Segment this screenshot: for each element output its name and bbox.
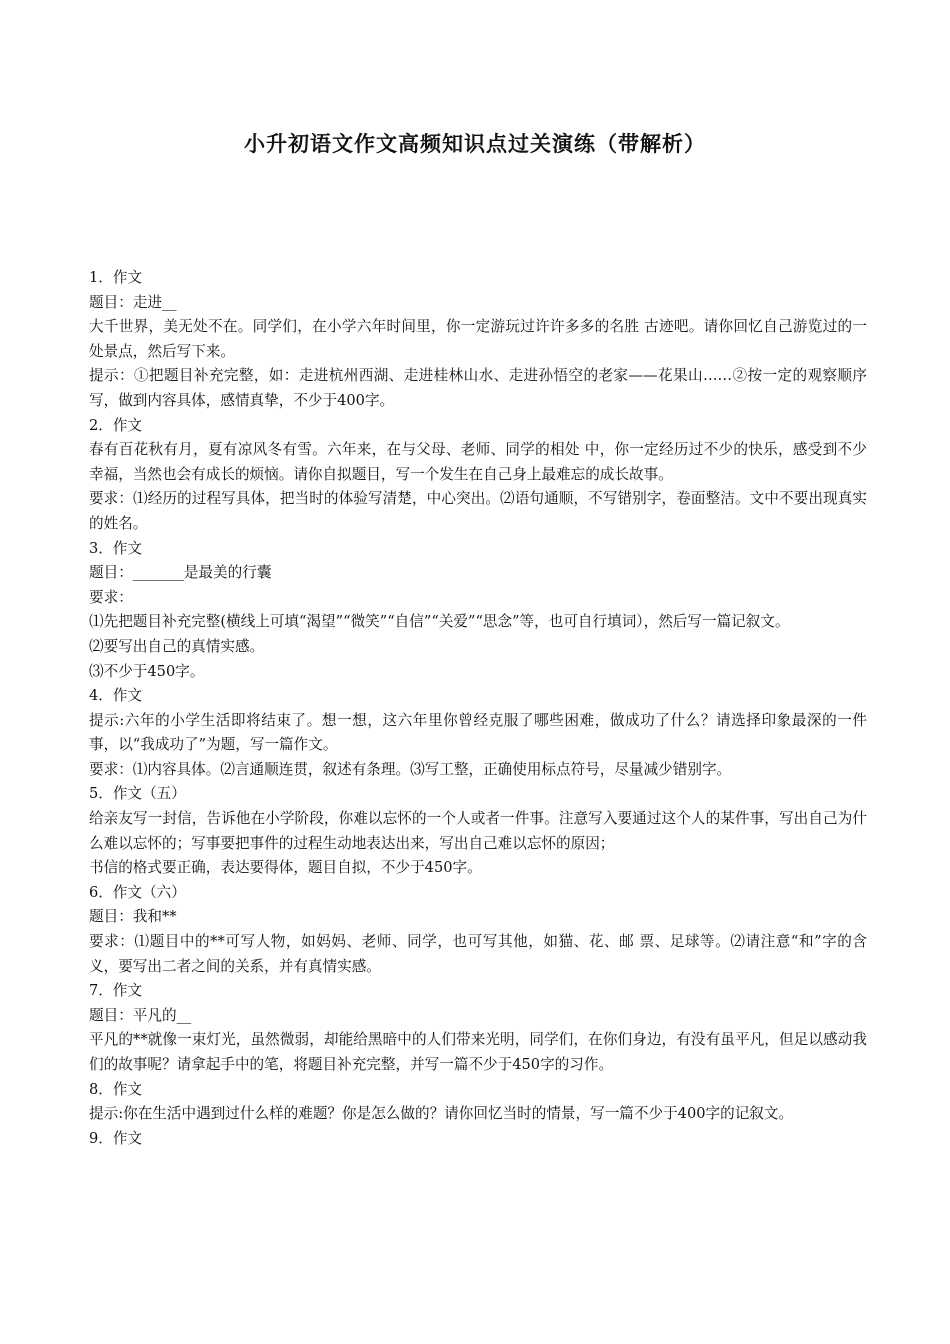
question-heading-1: 1．作文 [89, 269, 143, 286]
question-heading-7: 7．作文 [89, 982, 143, 1000]
question-3-requirement-3: ⑶不少于450字。 [89, 662, 205, 680]
question-8-hint: 提示:你在生活中遇到过什么样的难题？你是怎么做的？请你回忆当时的情景，写一篇不少于400字的记叙文。 [89, 1105, 794, 1123]
question-heading-5: 5．作文（五） [89, 785, 186, 803]
question-heading-9: 9．作文 [89, 1129, 143, 1147]
question-5-format: 书信的格式要正确，表达要得体，题目自拟，不少于450字。 [89, 859, 482, 877]
question-2-prompt: 春有百花秋有月，夏有凉风冬有雪。六年来，在与父母、老师、同学的相处 中，你一定经历过不少的快乐，感受到不少幸福，当然也会有成长的烦恼。请你自拟题目，写一个发生在自己身上最难忘的成长故事。 [89, 441, 867, 483]
question-1-prompt: 大千世界，美无处不在。同学们，在小学六年时间里，你一定游玩过许许多多的名胜 古迹吧。请你回忆自己游览过的一处景点，然后写下来。 [89, 318, 867, 360]
question-4-hint: 提示:六年的小学生活即将结束了。想一想，这六年里你曾经克服了哪些困难，做成功了什么？请选择印象最深的一件事，以“我成功了”为题，写一篇作文。 [89, 711, 867, 754]
question-3-requirement-2: ⑵要写出自己的真情实感。 [89, 637, 265, 655]
question-3-requirement-1: ⑴先把题目补充完整(横线上可填“渴望”“微笑”“自信”“关爱”“思念”等，也可自行填词），然后写一篇记叙文。 [89, 613, 790, 631]
question-1-hint: 提示：①把题目补充完整，如：走进杭州西湖、走进桂林山水、走进孙悟空的老家——花果山……②按一定的观察顺序写，做到内容具体，感情真挚，不少于400字。 [89, 367, 867, 409]
question-3-topic: 题目：_______是最美的行囊 [89, 564, 272, 582]
question-5-prompt: 给亲友写一封信，告诉他在小学阶段，你难以忘怀的一个人或者一件事。注意写入要通过这个人的某件事，写出自己为什么难以忘怀的；写事要把事件的过程生动地表达出来，写出自己难以忘怀的原因； [89, 810, 867, 852]
question-heading-8: 8．作文 [89, 1080, 143, 1098]
question-7-topic: 题目：平凡的__ [89, 1006, 192, 1024]
question-6-topic: 题目：我和** [89, 908, 177, 926]
question-2-requirements: 要求：⑴经历的过程写具体，把当时的体验写清楚，中心突出。⑵语句通顺，不写错别字，卷面整洁。文中不要出现真实的姓名。 [89, 490, 867, 532]
document-body [89, 266, 867, 1151]
question-heading-2: 2．作文 [89, 416, 143, 434]
document-title: 小升初语文作文高频知识点过关演练（带解析） [244, 132, 706, 156]
question-7-prompt: 平凡的**就像一束灯光，虽然微弱，却能给黑暗中的人们带来光明，同学们，在你们身边，有没有虽平凡，但足以感动我们的故事呢？请拿起手中的笔，将题目补充完整，并写一篇不少于450字的习作。 [89, 1031, 867, 1073]
question-heading-4: 4．作文 [89, 687, 143, 705]
question-1-topic: 题目：走进__ [89, 293, 177, 311]
question-3-requirements-label: 要求： [89, 588, 133, 606]
question-4-requirements: 要求：⑴内容具体。⑵言通顺连贯，叙述有条理。⑶写工整，正确使用标点符号，尽量减少错别字。 [89, 760, 732, 778]
question-6-requirements: 要求：⑴题目中的**可写人物，如妈妈、老师、同学，也可写其他，如猫、花、邮 票、足球等。⑵请注意“和”字的含义，要写出二者之间的关系，并有真情实感。 [89, 933, 867, 975]
question-heading-3: 3．作文 [89, 539, 143, 557]
question-heading-6: 6．作文（六） [89, 883, 186, 901]
